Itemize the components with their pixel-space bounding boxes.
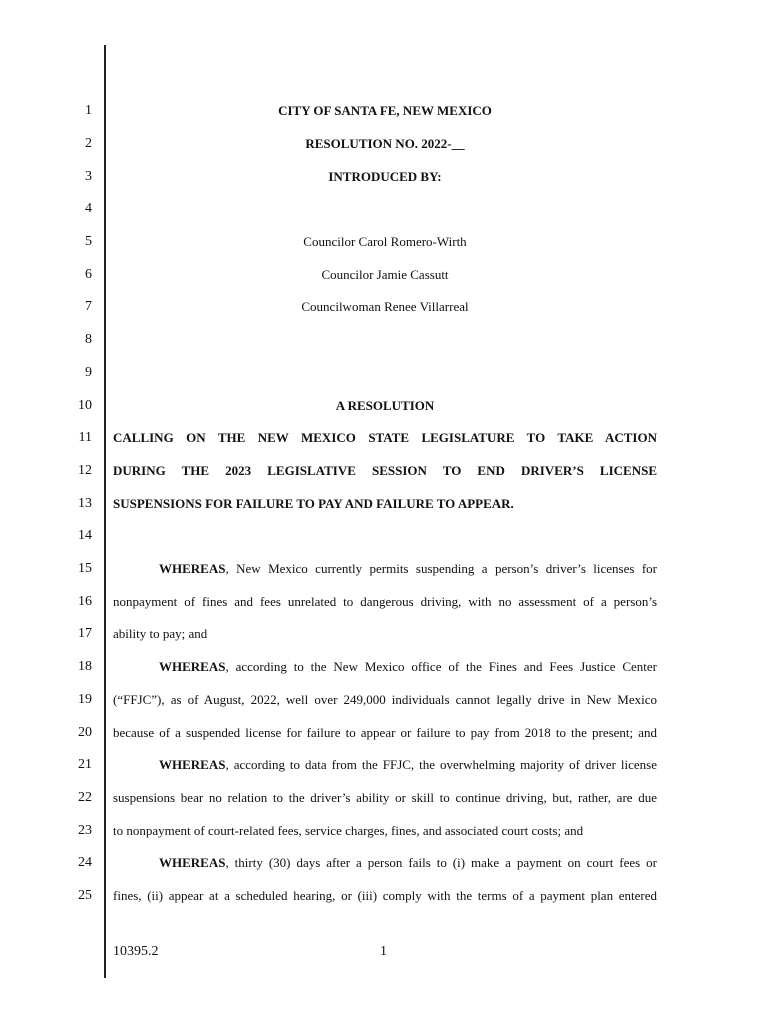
line-number: 22: [78, 790, 92, 805]
line-number: 3: [85, 169, 92, 184]
body-text: , according to the New Mexico office of the Fines and Fees Justice Center: [225, 659, 657, 674]
whereas-label: WHEREAS: [159, 561, 226, 576]
sponsor-name: Councilor Jamie Cassutt: [321, 267, 449, 282]
line-number-margin-rule: [104, 45, 106, 978]
line-number: 20: [78, 725, 92, 740]
body-line: ability to pay; and: [113, 626, 208, 641]
whereas-label: WHEREAS: [159, 659, 226, 674]
line-number: 12: [78, 463, 92, 478]
line-number: 1: [85, 103, 92, 118]
line-number: 8: [85, 332, 92, 347]
body-line: [113, 560, 657, 578]
line-number: 25: [78, 888, 92, 903]
resolution-title-line: DURING THE 2023 LEGISLATIVE SESSION TO END DRIVER’S LICENSE: [113, 463, 657, 478]
line-number: 10: [78, 398, 92, 413]
body-line: [113, 658, 657, 676]
body-text: , New Mexico currently permits suspending a person’s driver’s licenses for: [225, 561, 657, 576]
document-id: 10395.2: [113, 944, 159, 959]
line-number: 9: [85, 365, 92, 380]
body-line: [113, 854, 657, 872]
body-line: because of a suspended license for failure to appear or failure to pay from 2018 to the present; and: [113, 725, 657, 740]
introduced-by-label: INTRODUCED BY:: [328, 169, 442, 184]
sponsor-name: Councilwoman Renee Villarreal: [301, 299, 469, 314]
whereas-label: WHEREAS: [159, 855, 226, 870]
resolution-heading: A RESOLUTION: [335, 398, 435, 413]
line-number: 24: [78, 855, 92, 870]
line-number: 13: [78, 496, 92, 511]
line-number: 14: [78, 528, 92, 543]
resolution-title-line: CALLING ON THE NEW MEXICO STATE LEGISLATURE TO TAKE ACTION: [113, 430, 657, 445]
line-number: 2: [85, 136, 92, 151]
line-number: 15: [78, 561, 92, 576]
line-number: 21: [78, 757, 92, 772]
body-line: (“FFJC”), as of August, 2022, well over 249,000 individuals cannot legally drive in New Mexico: [113, 692, 657, 707]
sponsor-name: Councilor Carol Romero-Wirth: [303, 234, 467, 249]
line-number: 7: [85, 299, 92, 314]
body-text: , according to data from the FFJC, the overwhelming majority of driver license: [225, 757, 657, 772]
line-number: 23: [78, 823, 92, 838]
body-line: suspensions bear no relation to the driver’s ability or skill to continue driving, but, rather, are due: [113, 790, 657, 805]
line-number: 4: [85, 201, 92, 216]
line-number: 6: [85, 267, 92, 282]
body-text: , thirty (30) days after a person fails to (i) make a payment on court fees or: [225, 855, 657, 870]
line-number: 11: [78, 430, 92, 445]
body-line: [113, 756, 657, 774]
line-number: 16: [78, 594, 92, 609]
whereas-label: WHEREAS: [159, 757, 226, 772]
city-heading: CITY OF SANTA FE, NEW MEXICO: [278, 103, 492, 118]
resolution-title-line: SUSPENSIONS FOR FAILURE TO PAY AND FAILURE TO APPEAR.: [113, 496, 514, 511]
line-number: 5: [85, 234, 92, 249]
body-line: to nonpayment of court-related fees, service charges, fines, and associated court costs; and: [113, 823, 584, 838]
resolution-number: RESOLUTION NO. 2022-__: [305, 136, 465, 151]
body-line: fines, (ii) appear at a scheduled hearing, or (iii) comply with the terms of a payment plan entered: [113, 888, 657, 903]
page-number: 1: [380, 944, 387, 959]
line-number: 19: [78, 692, 92, 707]
body-line: nonpayment of fines and fees unrelated to dangerous driving, with no assessment of a person’s: [113, 594, 657, 609]
line-number: 18: [78, 659, 92, 674]
line-number: 17: [78, 626, 92, 641]
